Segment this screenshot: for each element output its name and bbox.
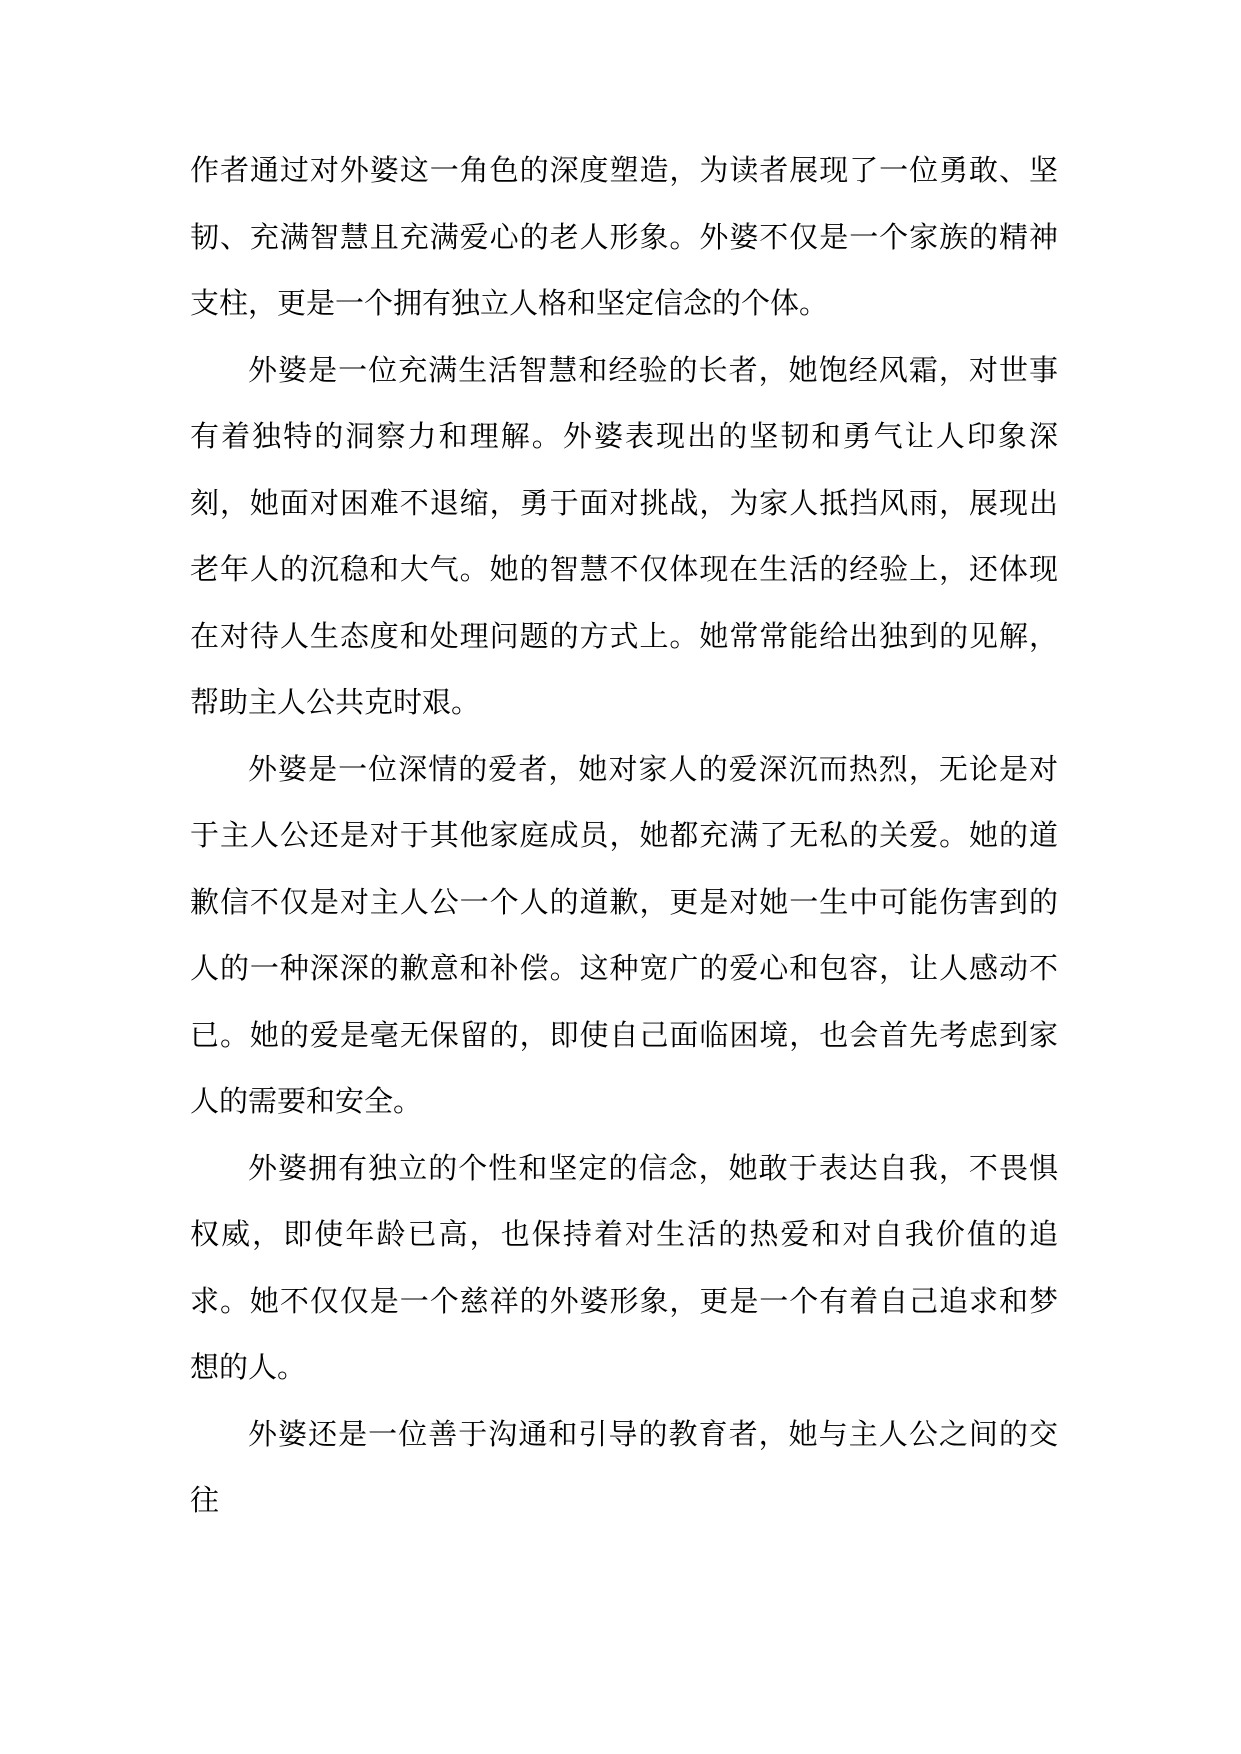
document-body (190, 137, 1058, 1534)
paragraph-4: 外婆拥有独立的个性和坚定的信念，她敢于表达自我，不畏惧权威，即使年龄已高，也保持着对生活的热爱和对自我价值的追求。她不仅仅是一个慈祥的外婆形象，更是一个有着自己追求和梦想的人。 (190, 1150, 1058, 1384)
paragraph-5: 外婆还是一位善于沟通和引导的教育者，她与主人公之间的交往 (190, 1416, 1058, 1517)
paragraph-1: 作者通过对外婆这一角色的深度塑造，为读者展现了一位勇敢、坚韧、充满智慧且充满爱心的老人形象。外婆不仅是一个家族的精神支柱，更是一个拥有独立人格和坚定信念的个体。 (190, 153, 1058, 320)
paragraph-2: 外婆是一位充满生活智慧和经验的长者，她饱经风霜，对世事有着独特的洞察力和理解。外婆表现出的坚韧和勇气让人印象深刻，她面对困难不退缩，勇于面对挑战，为家人抵挡风雨，展现出老年人的沉稳和大气。她的智慧不仅体现在生活的经验上，还体现在对待人生态度和处理问题的方式上。她常常能给出独到的见解，帮助主人公共克时艰。 (190, 352, 1058, 719)
paragraph-3: 外婆是一位深情的爱者，她对家人的爱深沉而热烈，无论是对于主人公还是对于其他家庭成员，她都充满了无私的关爱。她的道歉信不仅是对主人公一个人的道歉，更是对她一生中可能伤害到的人的一种深深的歉意和补偿。这种宽广的爱心和包容，让人感动不已。她的爱是毫无保留的，即使自己面临困境，也会首先考虑到家人的需要和安全。 (190, 751, 1058, 1118)
